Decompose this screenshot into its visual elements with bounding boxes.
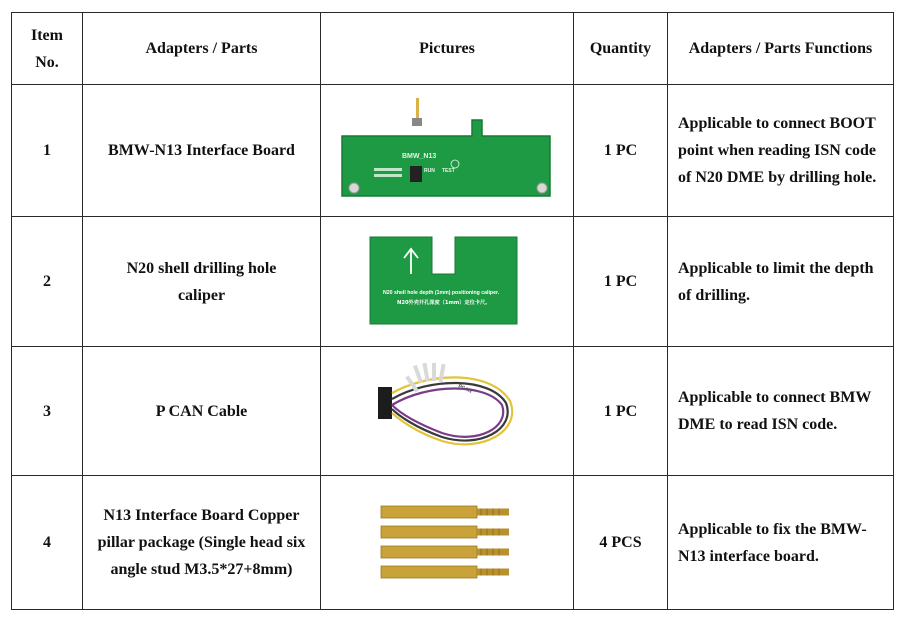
function-text: Applicable to fix the BMW-N13 interface board. [668, 476, 894, 610]
header-quantity: Quantity [574, 13, 668, 85]
pin-base [412, 118, 422, 126]
table-row [12, 85, 894, 217]
cable-wire-purple [392, 389, 503, 437]
board-test-label: TEST [442, 167, 455, 174]
picture-cell [321, 217, 574, 347]
picture-cell [321, 85, 574, 217]
item-number: 1 [12, 85, 83, 217]
board-switch [410, 166, 422, 182]
board-label: BMW_N13 [402, 152, 437, 160]
board-silkscreen [374, 174, 402, 177]
quantity: 1 PC [574, 217, 668, 347]
part-name: BMW-N13 Interface Board [83, 85, 321, 217]
part-name: N13 Interface Board Copper pillar package (Single head six angle stud M3.5*27+8mm) [83, 476, 321, 610]
copper-pillar [381, 506, 509, 518]
header-functions: Adapters / Parts Functions [668, 13, 894, 85]
caliper-text-en: N20 shell hole depth (1mm) positioning caliper. [383, 290, 500, 296]
cable-connector [378, 387, 392, 419]
header-parts: Adapters / Parts [83, 13, 321, 85]
copper-pillar-image [377, 500, 517, 586]
parts-table [11, 12, 894, 610]
function-text: Applicable to connect BOOT point when reading ISN code of N20 DME by drilling hole. [668, 85, 894, 217]
function-text: Applicable to limit the depth of drilling. [668, 217, 894, 347]
part-name: P CAN Cable [83, 347, 321, 476]
copper-pillar [381, 546, 509, 558]
copper-pillar [381, 566, 509, 578]
caliper-text-cn: N20外壳开孔深度（1mm）定位卡尺。 [397, 300, 491, 306]
quantity: 4 PCS [574, 476, 668, 610]
table-row [12, 217, 894, 347]
quantity: 1 PC [574, 347, 668, 476]
function-text: Applicable to connect BMW DME to read ISN code. [668, 347, 894, 476]
picture-cell [321, 476, 574, 610]
board-run-label: RUN [424, 167, 435, 174]
caliper-outline [370, 237, 517, 324]
quantity: 1 PC [574, 85, 668, 217]
table-row [12, 347, 894, 476]
board-outline [342, 120, 550, 196]
board-hole-left [349, 183, 359, 193]
header-pictures: Pictures [321, 13, 574, 85]
part-name: N20 shell drilling hole caliper [83, 217, 321, 347]
item-number: 3 [12, 347, 83, 476]
board-hole-right [537, 183, 547, 193]
interface-board-image [332, 96, 562, 206]
item-number: 2 [12, 217, 83, 347]
header-item-no: Item No. [12, 13, 83, 85]
caliper-image [367, 234, 527, 329]
copper-pillar [381, 526, 509, 538]
cable-tag: PCAN [457, 383, 473, 395]
board-silkscreen [374, 168, 402, 171]
item-number: 4 [12, 476, 83, 610]
table-row [12, 476, 894, 610]
cable-pins [405, 363, 445, 393]
pcan-cable-image [372, 361, 522, 461]
picture-cell [321, 347, 574, 476]
header-row [12, 13, 894, 85]
